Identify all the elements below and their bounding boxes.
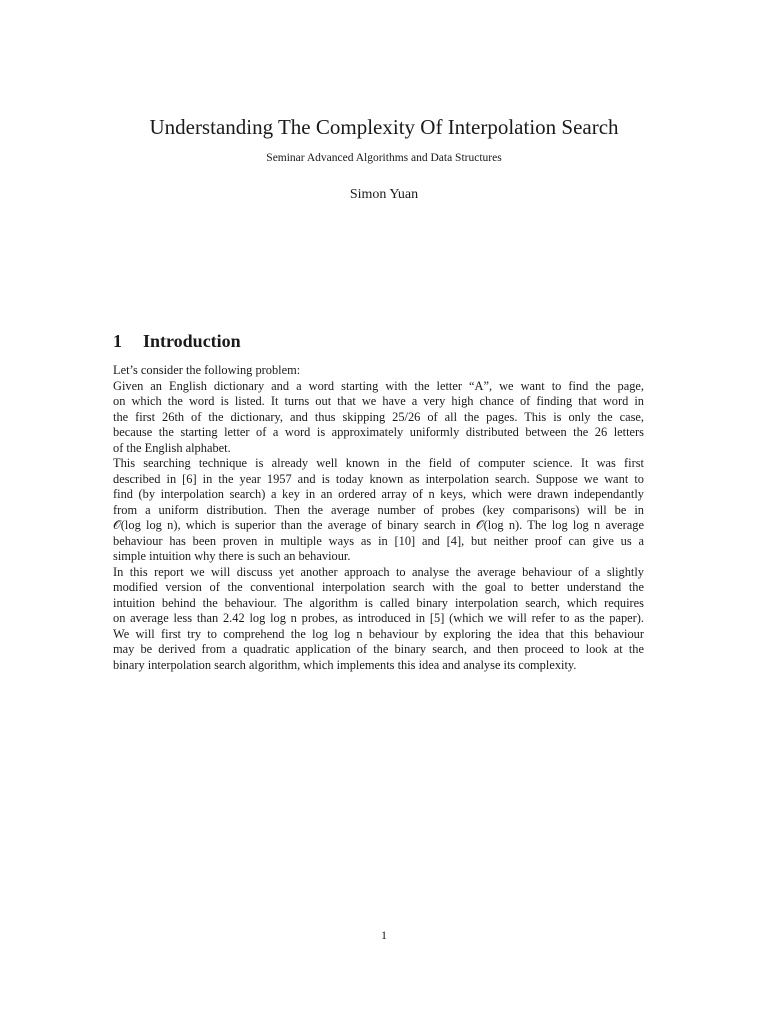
- section-number: 1: [113, 331, 122, 351]
- body-line: intuition behind the behaviour. The algorithm is called binary interpolation search, which requires: [113, 595, 644, 610]
- section-title: Introduction: [143, 331, 241, 351]
- body-line: binary interpolation search algorithm, which implements this idea and analyse its complexity.: [113, 657, 577, 672]
- introduction-body: [113, 363, 644, 673]
- body-line: find (by interpolation search) a key in an ordered array of n keys, which were drawn independantly: [113, 487, 644, 501]
- body-line: 𝒪(log log n), which is superior than the average of binary search in 𝒪(log n). The log log n average: [113, 518, 644, 532]
- page-number: 1: [381, 928, 387, 942]
- body-line: modified version of the conventional interpolation search with the goal to better understand the: [113, 580, 644, 594]
- author-name: Simon Yuan: [349, 187, 419, 202]
- body-line: the first 26th of the dictionary, and thus skipping 25/26 of all the pages. This is only the case,: [113, 409, 644, 424]
- body-line: simple intuition why there is such an behaviour.: [113, 549, 351, 563]
- body-line: because the starting letter of a word is approximately uniformly distributed between the 26 letters: [113, 425, 644, 439]
- body-line: behaviour has been proven in multiple ways as in [10] and [4], but neither proof can give us a: [113, 533, 644, 548]
- body-line: from a uniform distribution. Then the average number of probes (key comparisons) will be in: [113, 502, 644, 517]
- body-line: We will first try to comprehend the log log n behaviour by exploring the idea that this behaviour: [113, 626, 644, 641]
- body-line: described in [6] in the year 1957 and is today known as interpolation search. Suppose we want to: [113, 471, 644, 486]
- body-line: In this report we will discuss yet another approach to analyse the average behaviour of a slightly: [113, 564, 644, 579]
- body-line: of the English alphabet.: [113, 440, 231, 455]
- body-line: on average less than 2.42 log log n probes, as introduced in [5] (which we will refer to as the paper).: [113, 611, 644, 625]
- body-line: This searching technique is already well known in the field of computer science. It was first: [113, 456, 644, 470]
- paper-subtitle: Seminar Advanced Algorithms and Data Structures: [266, 152, 502, 164]
- body-line: Let’s consider the following problem:: [113, 363, 301, 377]
- section-heading: [113, 330, 241, 352]
- body-line: on which the word is listed. It turns out that we have a very high chance of finding that word in: [113, 394, 644, 408]
- paper-title: Understanding The Complexity Of Interpolation Search: [149, 115, 619, 139]
- body-line: may be derived from a quadratic application of the binary search, and then proceed to look at the: [113, 642, 644, 656]
- body-line: Given an English dictionary and a word starting with the letter “A”, we want to find the page,: [113, 378, 644, 393]
